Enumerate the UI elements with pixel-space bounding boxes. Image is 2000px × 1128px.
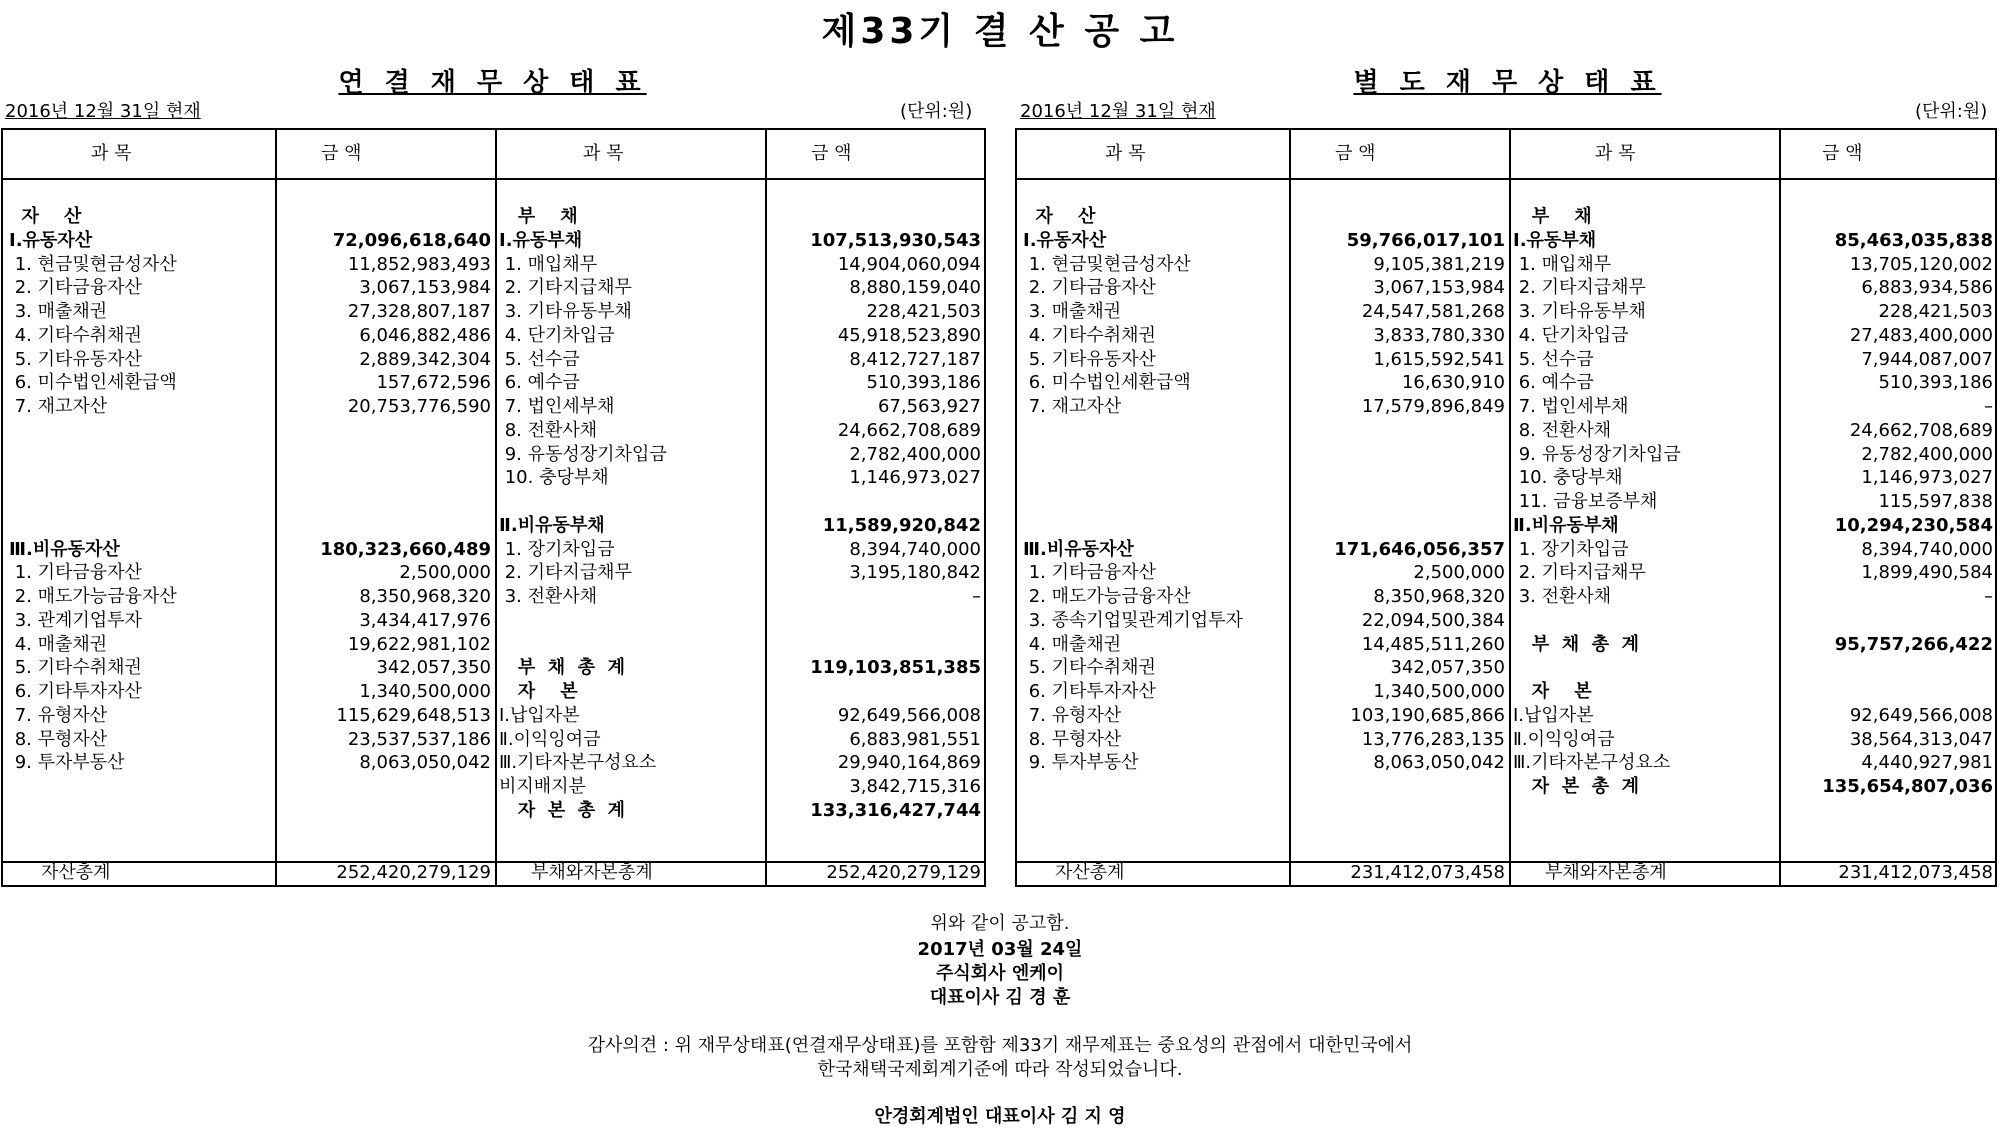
- announcement-title: 제33기 결 산 공 고: [821, 11, 1179, 52]
- account-label: 1. 현금및현금성자산: [1023, 253, 1191, 275]
- account-label: 2. 기타지급채무: [499, 562, 632, 584]
- account-label: 3. 종속기업및관계기업투자: [1023, 609, 1243, 631]
- total-assets-value: 252,420,279,129: [336, 862, 491, 883]
- table-header: [3, 130, 984, 180]
- account-label: 2. 기타지급채무: [1513, 277, 1646, 299]
- amount-value: 103,190,685,866: [1350, 704, 1505, 726]
- account-label: 5. 기타수취채권: [1023, 657, 1156, 679]
- account-label: 5. 기타유동자산: [1023, 348, 1156, 370]
- account-label: 자 산: [1023, 206, 1096, 227]
- amount-value: 157,672,596: [376, 372, 491, 394]
- amount-value: 1,340,500,000: [1373, 681, 1505, 702]
- amount-value: 3,434,417,976: [359, 609, 491, 631]
- account-label: 부 채: [1513, 206, 1592, 227]
- account-label: 부 채 총 계: [1513, 633, 1639, 655]
- amount-value: 8,394,740,000: [1861, 538, 1993, 560]
- account-label: 6. 기타투자자산: [9, 681, 142, 702]
- amount-value: 59,766,017,101: [1346, 229, 1505, 251]
- amount-value: [769, 609, 981, 632]
- account-label: Ⅰ.납입자본: [499, 704, 580, 726]
- amount-value: 11,852,983,493: [347, 253, 491, 275]
- account-label: 2. 매도가능금융자산: [9, 586, 177, 607]
- separate-unit: (단위:원): [1915, 101, 1988, 122]
- account-label: 1. 장기차입금: [1513, 538, 1629, 560]
- amount-value: 23,537,537,186: [347, 728, 491, 750]
- separate-date: 2016년 12월 31일 현재: [1020, 101, 1216, 122]
- amount-value: 3,067,153,984: [359, 277, 491, 299]
- amount-value: 3,833,780,330: [1373, 324, 1505, 346]
- amount-value: 14,904,060,094: [837, 253, 981, 275]
- amount-value: 20,753,776,590: [347, 396, 491, 417]
- amount-value: [1293, 490, 1505, 513]
- amount-value: [1293, 205, 1505, 228]
- account-label: 6. 예수금: [499, 372, 580, 394]
- account-label: Ⅲ.비유동자산: [9, 538, 120, 560]
- amount-value: 13,705,120,002: [1849, 253, 1993, 275]
- account-label: 1. 현금및현금성자산: [9, 253, 177, 275]
- total-liabilities-equity-value: 252,420,279,129: [826, 862, 981, 883]
- account-label: 1. 매입채무: [499, 253, 598, 275]
- account-label: 3. 기타유동부채: [1513, 301, 1646, 322]
- consolidated-date: 2016년 12월 31일 현재: [5, 101, 201, 122]
- account-label: 1. 기타금융자산: [9, 562, 142, 584]
- account-label: 3. 관계기업투자: [9, 609, 142, 631]
- amount-value: [769, 633, 981, 656]
- total-assets-value: 231,412,073,458: [1350, 862, 1505, 883]
- amount-value: [279, 443, 491, 466]
- separate-balance-sheet: [1015, 128, 1997, 887]
- amount-value: 1,340,500,000: [359, 681, 491, 702]
- amount-value: 24,662,708,689: [837, 419, 981, 441]
- amount-value: 10,294,230,584: [1834, 514, 1993, 536]
- amount-value: [769, 490, 981, 513]
- amount-value: [1293, 514, 1505, 537]
- amount-value: 6,883,981,551: [849, 728, 981, 750]
- account-label: 8. 전환사채: [499, 419, 598, 441]
- account-label: 5. 선수금: [499, 348, 580, 370]
- account-label: 10. 충당부채: [1513, 467, 1623, 489]
- amount-value: 342,057,350: [1390, 657, 1505, 679]
- amount-value: [1293, 419, 1505, 442]
- amount-value: 95,757,266,422: [1834, 633, 1993, 655]
- account-label: 8. 전환사채: [1513, 419, 1612, 441]
- account-label: 2. 매도가능금융자산: [1023, 586, 1191, 607]
- amount-value: [1293, 466, 1505, 489]
- account-label: 4. 매출채권: [1023, 633, 1122, 655]
- amount-value: 8,350,968,320: [1373, 586, 1505, 607]
- amount-value: 1,899,490,584: [1861, 562, 1993, 584]
- account-label: 2. 기타지급채무: [499, 277, 632, 299]
- amount-value: [1783, 205, 1993, 228]
- amount-value: 6,046,882,486: [359, 324, 491, 346]
- account-label: Ⅱ.비유동부채: [499, 514, 605, 536]
- account-label: Ⅰ.유동자산: [9, 229, 93, 251]
- consolidated-unit: (단위:원): [900, 101, 973, 122]
- account-label: 6. 기타투자자산: [1023, 681, 1156, 702]
- account-label: 9. 투자부동산: [9, 752, 125, 774]
- auditor-name: 안경회계법인 대표이사 김 지 영: [874, 1106, 1126, 1127]
- consolidated-heading: 연 결 재 무 상 태 표: [338, 68, 647, 98]
- account-label: 4. 기타수취채권: [1023, 324, 1156, 346]
- total-assets-label: 자산총계: [41, 862, 111, 883]
- account-label: 7. 재고자산: [1023, 396, 1122, 417]
- amount-value: 3,195,180,842: [849, 562, 981, 584]
- account-label: Ⅲ.비유동자산: [1023, 538, 1134, 560]
- account-label: 4. 매출채권: [9, 633, 108, 655]
- account-label: 4. 단기차입금: [499, 324, 615, 346]
- account-label: 자 본: [1513, 681, 1592, 702]
- amount-value: 510,393,186: [1878, 372, 1993, 394]
- amount-value: 8,063,050,042: [1373, 752, 1505, 774]
- amount-value: 228,421,503: [1878, 301, 1993, 322]
- account-label: 4. 기타수취채권: [9, 324, 142, 346]
- amount-value: 180,323,660,489: [320, 538, 491, 560]
- account-label: 자 본 총 계: [499, 799, 625, 821]
- amount-value: 92,649,566,008: [837, 704, 981, 726]
- amount-value: [279, 466, 491, 489]
- amount-value: 119,103,851,385: [810, 657, 981, 679]
- amount-value: 115,629,648,513: [336, 704, 491, 726]
- amount-value: [1783, 656, 1993, 679]
- amount-value: [769, 680, 981, 703]
- column-divider: [1289, 130, 1291, 885]
- audit-opinion-line1: 감사의견 : 위 재무상태표(연결재무상태표)를 포함함 제33기 재무제표는 중요성의 관점에서 대한민국에서: [587, 1035, 1413, 1056]
- amount-value: 8,880,159,040: [849, 277, 981, 299]
- header-amount: 금 액: [1822, 143, 1863, 164]
- amount-value: [279, 514, 491, 537]
- account-label: Ⅰ.납입자본: [1513, 704, 1594, 726]
- amount-value: [769, 205, 981, 228]
- amount-value: 45,918,523,890: [837, 324, 981, 346]
- account-label: 7. 유형자산: [1023, 704, 1122, 726]
- account-label: 자 산: [9, 206, 82, 227]
- amount-value: 1,615,592,541: [1373, 348, 1505, 370]
- account-label: 5. 기타유동자산: [9, 348, 142, 370]
- ceo-name: 대표이사 김 경 훈: [929, 987, 1071, 1008]
- total-liabilities-equity-value: 231,412,073,458: [1838, 862, 1993, 883]
- amount-value: 67,563,927: [877, 396, 981, 417]
- account-label: 3. 기타유동부채: [499, 301, 632, 322]
- separate-heading: 별 도 재 무 상 태 표: [1353, 68, 1662, 98]
- amount-value: 8,350,968,320: [359, 586, 491, 607]
- account-label: 부 채 총 계: [499, 657, 625, 679]
- header-amount: 금 액: [1335, 143, 1376, 164]
- amount-value: 13,776,283,135: [1361, 728, 1505, 750]
- amount-value: 171,646,056,357: [1334, 538, 1505, 560]
- amount-value: 8,412,727,187: [849, 348, 981, 370]
- account-label: 1. 기타금융자산: [1023, 562, 1156, 584]
- company-name: 주식회사 엔케이: [936, 963, 1064, 984]
- total-liabilities-equity-label: 부채와자본총계: [531, 862, 653, 883]
- amount-value: 2,889,342,304: [359, 348, 491, 370]
- amount-value: [1293, 443, 1505, 466]
- account-label: Ⅱ.이익잉여금: [1513, 728, 1615, 750]
- account-label: Ⅲ.기타자본구성요소: [499, 752, 657, 774]
- amount-value: 24,662,708,689: [1849, 419, 1993, 441]
- amount-value: 27,483,400,000: [1849, 324, 1993, 346]
- amount-value: 6,883,934,586: [1861, 277, 1993, 299]
- amount-value: 38,564,313,047: [1849, 728, 1993, 750]
- amount-value: 7,944,087,007: [1861, 348, 1993, 370]
- account-label: Ⅰ.유동부채: [499, 229, 583, 251]
- amount-value: [279, 205, 491, 228]
- amount-value: 342,057,350: [376, 657, 491, 679]
- amount-value: 1,146,973,027: [1861, 467, 1993, 489]
- amount-value: 510,393,186: [866, 372, 981, 394]
- account-label: 7. 재고자산: [9, 396, 108, 417]
- amount-value: 8,394,740,000: [849, 538, 981, 560]
- account-label: 8. 무형자산: [1023, 728, 1122, 750]
- account-label: 1. 매입채무: [1513, 253, 1612, 275]
- amount-value: 4,440,927,981: [1861, 752, 1993, 774]
- header-account: 과 목: [91, 143, 132, 164]
- amount-value: 1,146,973,027: [849, 467, 981, 489]
- total-assets-label: 자산총계: [1055, 862, 1125, 883]
- account-label: 8. 무형자산: [9, 728, 108, 750]
- account-label: Ⅰ.유동자산: [1023, 229, 1107, 251]
- amount-value: 24,547,581,268: [1361, 301, 1505, 322]
- account-label: 7. 법인세부채: [499, 396, 615, 417]
- account-label: Ⅲ.기타자본구성요소: [1513, 752, 1671, 774]
- header-account: 과 목: [1595, 143, 1636, 164]
- account-label: 3. 전환사채: [499, 586, 598, 607]
- notice-text: 위와 같이 공고함.: [930, 913, 1070, 934]
- header-amount: 금 액: [321, 143, 362, 164]
- totals-row: [1017, 861, 1995, 885]
- account-label: 7. 법인세부채: [1513, 396, 1629, 417]
- table-header: [1017, 130, 1995, 180]
- account-label: 7. 유형자산: [9, 704, 108, 726]
- account-label: 2. 기타지급채무: [1513, 562, 1646, 584]
- account-label: 2. 기타금융자산: [9, 277, 142, 299]
- account-label: 자 본: [499, 681, 578, 702]
- amount-value: 2,500,000: [1413, 562, 1505, 584]
- account-label: 부 채: [499, 206, 578, 227]
- account-label: 9. 유동성장기차입금: [499, 443, 667, 465]
- amount-value: 2,500,000: [399, 562, 491, 584]
- amount-value: 27,328,807,187: [347, 301, 491, 322]
- amount-value: 19,622,981,102: [347, 633, 491, 655]
- amount-value: [1783, 609, 1993, 632]
- amount-value: 228,421,503: [866, 301, 981, 322]
- amount-value: [279, 490, 491, 513]
- amount-value: –: [1984, 586, 1993, 607]
- amount-value: 9,105,381,219: [1373, 253, 1505, 275]
- account-label: 11. 금융보증부채: [1513, 491, 1658, 512]
- amount-value: –: [1984, 396, 1993, 417]
- account-label: Ⅰ.유동부채: [1513, 229, 1597, 251]
- account-label: 9. 유동성장기차입금: [1513, 443, 1681, 465]
- amount-value: 133,316,427,744: [810, 799, 981, 821]
- header-account: 과 목: [583, 143, 624, 164]
- account-label: 3. 매출채권: [1023, 301, 1122, 322]
- amount-value: 115,597,838: [1878, 491, 1993, 512]
- account-label: 5. 선수금: [1513, 348, 1594, 370]
- audit-opinion-line2: 한국채택국제회계기준에 따라 작성되었습니다.: [817, 1059, 1183, 1080]
- totals-row: [3, 861, 984, 885]
- amount-value: 72,096,618,640: [332, 229, 491, 251]
- account-label: 5. 기타수취채권: [9, 657, 142, 679]
- account-label: 3. 매출채권: [9, 301, 108, 322]
- account-label: 2. 기타금융자산: [1023, 277, 1156, 299]
- amount-value: –: [972, 586, 981, 607]
- amount-value: 17,579,896,849: [1361, 396, 1505, 417]
- amount-value: 85,463,035,838: [1834, 229, 1993, 251]
- header-account: 과 목: [1105, 143, 1146, 164]
- account-label: 3. 전환사채: [1513, 586, 1612, 607]
- amount-value: 107,513,930,543: [810, 229, 981, 251]
- amount-value: 135,654,807,036: [1822, 776, 1993, 797]
- column-divider: [765, 130, 767, 885]
- account-label: 6. 미수법인세환급액: [1023, 372, 1191, 394]
- amount-value: 29,940,164,869: [837, 752, 981, 774]
- amount-value: [1783, 680, 1993, 703]
- account-label: 비지배지분: [499, 776, 586, 797]
- account-label: 10. 충당부채: [499, 467, 609, 489]
- account-label: 4. 단기차입금: [1513, 324, 1629, 346]
- amount-value: 22,094,500,384: [1361, 609, 1505, 631]
- account-label: 자 본 총 계: [1513, 776, 1639, 797]
- column-divider: [275, 130, 277, 885]
- column-divider: [1509, 130, 1511, 885]
- amount-value: 14,485,511,260: [1361, 633, 1505, 655]
- account-label: Ⅱ.이익잉여금: [499, 728, 601, 750]
- account-label: 6. 예수금: [1513, 372, 1594, 394]
- consolidated-balance-sheet: [1, 128, 986, 887]
- column-divider: [495, 130, 497, 885]
- notice-date: 2017년 03월 24일: [917, 939, 1083, 960]
- amount-value: 8,063,050,042: [359, 752, 491, 774]
- amount-value: 16,630,910: [1401, 372, 1505, 394]
- amount-value: 92,649,566,008: [1849, 704, 1993, 726]
- amount-value: 2,782,400,000: [1861, 443, 1993, 465]
- column-divider: [1779, 130, 1781, 885]
- amount-value: 3,842,715,316: [849, 776, 981, 797]
- account-label: 6. 미수법인세환급액: [9, 372, 177, 394]
- amount-value: 2,782,400,000: [849, 443, 981, 465]
- amount-value: [279, 419, 491, 442]
- account-label: 1. 장기차입금: [499, 538, 615, 560]
- amount-value: 11,589,920,842: [822, 514, 981, 536]
- account-label: Ⅱ.비유동부채: [1513, 514, 1619, 536]
- header-amount: 금 액: [811, 143, 852, 164]
- account-label: 9. 투자부동산: [1023, 752, 1139, 774]
- total-liabilities-equity-label: 부채와자본총계: [1545, 862, 1667, 883]
- amount-value: 3,067,153,984: [1373, 277, 1505, 299]
